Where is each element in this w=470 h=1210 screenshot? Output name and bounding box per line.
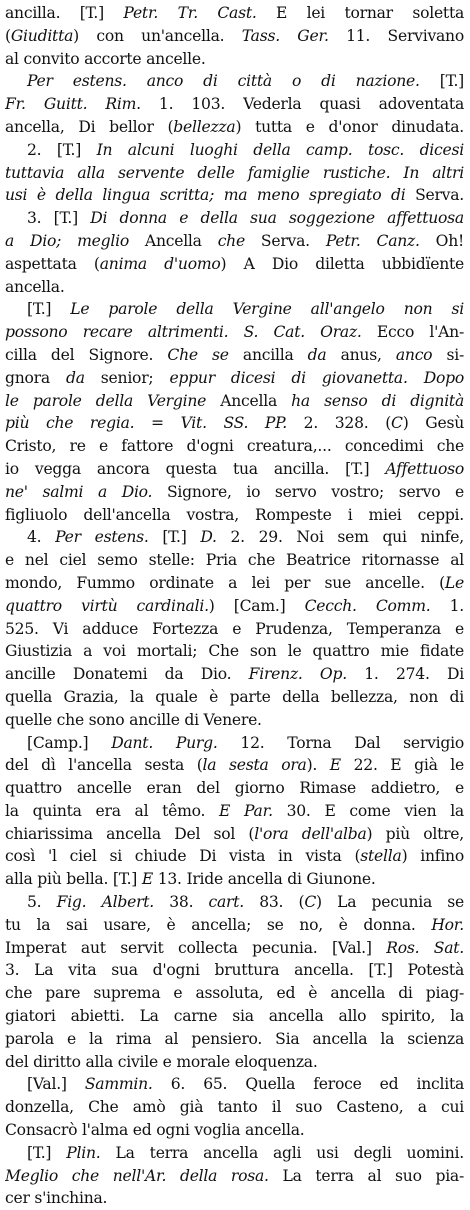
text-span: la quinta era al têmo. (5, 801, 220, 820)
italic-text-span: Sammin. (84, 1075, 153, 1094)
italic-text-span: l'ora dell'alba (254, 824, 367, 843)
italic-text-span: Plin. (66, 1143, 101, 1162)
text-span: [T.] (27, 1143, 67, 1162)
text-span: ) [Cam.] (208, 596, 305, 615)
italic-text-span: Firenz. Op. (248, 665, 347, 684)
italic-text-span: ne' salmi a Dio. (5, 482, 153, 501)
text-span: mondo, Fummo ordinate a lei per sue ancelle. ( (5, 573, 445, 592)
italic-text-span: la sesta ora (202, 756, 307, 775)
text-span: Signore, io servo vostro; servo e (152, 482, 464, 501)
text-line (5, 435, 464, 458)
text-span: 3. La vita sua d'ogni bruttura ancella. [T.] Potestà (5, 961, 464, 980)
text-span: che pare suprema e assoluta, ed è ancella di piag- (5, 984, 464, 1003)
italic-text-span: ha senso di dignità (291, 391, 464, 410)
text-span: 6. 65. Quella feroce ed inclita (152, 1075, 464, 1094)
text-span: Ecco l'An- (361, 323, 464, 342)
text-line (5, 1096, 464, 1119)
italic-text-span: Per estens. anco di città o di nazione. (27, 72, 420, 91)
text-span: 2. [T.] (27, 140, 97, 159)
text-span: ancella. (5, 277, 65, 296)
text-line (5, 207, 464, 230)
text-line (5, 1187, 464, 1210)
text-span: io vegga ancora questa tua ancilla. [T.] (5, 459, 386, 478)
text-span: 5. (27, 893, 57, 912)
text-span: [T.] (148, 528, 201, 547)
text-line (5, 1165, 464, 1188)
italic-text-span: Meglio che nell'Ar. della rosa. (5, 1166, 269, 1185)
text-span: figliuolo dell'ancella vostra, Rompeste i miei ceppi. (5, 505, 464, 524)
text-line (5, 276, 464, 299)
text-line (5, 914, 464, 937)
text-line (5, 367, 464, 390)
text-line (5, 777, 464, 800)
text-line (5, 686, 464, 709)
text-span: Serva. (244, 231, 326, 250)
text-line (5, 25, 464, 48)
italic-text-span: Cecch. Comm. (304, 596, 431, 615)
text-line (5, 253, 464, 276)
text-line (5, 868, 464, 891)
italic-text-span: da (65, 368, 85, 387)
italic-text-span: le parole della Vergine (5, 391, 207, 410)
italic-text-span: Le (444, 573, 464, 592)
italic-text-span: Fr. Guitt. Rim. (5, 95, 141, 114)
italic-text-span: Dant. Purg. (111, 733, 218, 752)
text-line (5, 982, 464, 1005)
text-span: 1. 103. Vederla quasi adoventata (140, 95, 464, 114)
text-line (5, 70, 464, 93)
italic-text-span: quattro virtù cardinali. (5, 596, 209, 615)
italic-text-span: più che regia. = Vit. SS. PP. (5, 414, 287, 433)
italic-text-span: Tass. Ger. (241, 26, 329, 45)
text-span: ( (5, 26, 11, 45)
text-span: ) A Dio diletta ubbidïente (220, 254, 464, 273)
text-span: aspettata ( (5, 254, 100, 273)
text-span: al convito accorte ancelle. (5, 49, 206, 68)
italic-text-span: E (141, 870, 153, 889)
text-line (5, 458, 464, 481)
text-span: quattro ancelle eran del giorno Rimase addietro, e (5, 779, 464, 798)
text-line (5, 845, 464, 868)
text-line (5, 344, 464, 367)
text-line (5, 230, 464, 253)
text-span: 22. E già le (340, 756, 464, 775)
italic-text-span: a Dio; meglio (5, 231, 129, 250)
text-line (5, 298, 464, 321)
text-span: ancille Donatemi da Dio. (5, 665, 249, 684)
text-span: 525. Vi adduce Fortezza e Prudenza, Temperanza e (5, 619, 464, 638)
italic-text-span: usi è della lingua scritta; ma meno spregiato di (5, 186, 406, 205)
text-line (5, 891, 464, 914)
text-span: Serva. (405, 186, 464, 205)
text-span: ) più oltre, (366, 824, 464, 843)
text-line (5, 800, 464, 823)
text-line (5, 504, 464, 527)
text-line (5, 162, 464, 185)
text-line (5, 732, 464, 755)
text-span: 38. (154, 893, 209, 912)
italic-text-span: Petr. Tr. Cast. (123, 4, 257, 22)
text-span: [T.] (27, 300, 71, 319)
text-span: E lei tornar soletta (256, 4, 464, 22)
text-span: 4. (27, 528, 56, 547)
text-span: 2. 328. ( (286, 414, 392, 433)
text-span: quella Grazia, la quale è parte della bellezza, non di (5, 687, 464, 706)
text-line (5, 412, 464, 435)
text-span: Consacrò l'alma ed ogni voglia ancella. (5, 1121, 305, 1140)
italic-text-span: bellezza (173, 117, 236, 136)
text-span: donzella, Che amò già tanto il suo Casteno, a cui (5, 1098, 464, 1117)
text-span: ) con un'ancella. (73, 26, 242, 45)
text-span: ). (306, 756, 330, 775)
text-span: 3. [T.] (27, 209, 91, 228)
text-span: ancella, Di bellor ( (5, 117, 174, 136)
text-span: ) tutta e d'onor dinudata. (235, 117, 464, 136)
italic-text-span: Ros. Sat. (386, 938, 464, 957)
text-span: del dì l'ancella sesta ( (5, 756, 203, 775)
italic-text-span: anco (395, 345, 433, 364)
text-span: ancilla (228, 345, 308, 364)
text-line (5, 1142, 464, 1165)
text-span: 11. Servivano (328, 26, 464, 45)
text-line (5, 640, 464, 663)
text-span: 1. (430, 596, 464, 615)
text-line (5, 595, 464, 618)
italic-text-span: che (217, 231, 245, 250)
text-span: chiarissima ancella Del sol ( (5, 824, 255, 843)
text-line (5, 1005, 464, 1028)
text-span: senior; (84, 368, 170, 387)
text-line (5, 139, 464, 162)
text-line (5, 1073, 464, 1096)
text-span: ) Gesù (402, 414, 464, 433)
text-span: alla più bella. [T.] (5, 870, 142, 889)
text-span: cer s'inchina. (5, 1189, 108, 1208)
text-span: 12. Torna Dal servigio (217, 733, 464, 752)
italic-text-span: C (391, 414, 403, 433)
text-span: La terra ancella agli usi degli uomini. (100, 1143, 464, 1162)
text-span: tu la sai usare, è ancella; se no, è donna. (5, 915, 432, 934)
text-span: Ancella (128, 231, 218, 250)
text-line (5, 572, 464, 595)
text-span: anus, (326, 345, 396, 364)
text-span: giatori abietti. La carne sia ancella allo spirito, la (5, 1007, 464, 1026)
text-span: 1. 274. Di (346, 665, 464, 684)
italic-text-span: E Par. (219, 801, 273, 820)
text-line (5, 823, 464, 846)
text-line (5, 1119, 464, 1142)
text-span: [T.] (419, 72, 464, 91)
text-line (5, 2, 464, 25)
text-span: ) La pecunia se (316, 893, 464, 912)
text-line (5, 526, 464, 549)
italic-text-span: Le parole della Vergine all'angelo non si (70, 300, 464, 319)
italic-text-span: stella (360, 847, 402, 866)
text-line (5, 321, 464, 344)
italic-text-span: possono recare altrimenti. S. Cat. Oraz. (5, 323, 362, 342)
italic-text-span: E (329, 756, 341, 775)
text-span: Oh! (419, 231, 464, 250)
italic-text-span: Petr. Canz. (325, 231, 420, 250)
text-span: ancilla. [T.] (5, 4, 124, 22)
text-line (5, 390, 464, 413)
text-span: parola e la rima al pensiero. Sia ancella la scienza (5, 1029, 464, 1048)
italic-text-span: Affettuoso (385, 459, 464, 478)
text-line (5, 48, 464, 71)
text-line (5, 549, 464, 572)
italic-text-span: Giuditta (10, 26, 74, 45)
text-line (5, 754, 464, 777)
text-line (5, 709, 464, 732)
text-line (5, 1028, 464, 1051)
text-span: Ancella (206, 391, 292, 410)
text-span: e nel ciel semo stelle: Pria che Beatrice ritornasse al (5, 551, 464, 570)
text-line (5, 663, 464, 686)
italic-text-span: Che se (167, 345, 229, 364)
italic-text-span: cart. (208, 893, 244, 912)
text-line (5, 481, 464, 504)
text-line (5, 116, 464, 139)
dictionary-entry-column (5, 2, 464, 1210)
italic-text-span: Di donna e della sua soggezione affettuosa (90, 209, 464, 228)
text-span: si- (432, 345, 464, 364)
italic-text-span: D. (200, 528, 217, 547)
text-span: Imperat aut servit collecta pecunia. [Val.] (5, 938, 387, 957)
italic-text-span: In alcuni luoghi della camp. tosc. dicesi (96, 140, 464, 159)
text-span: [Camp.] (27, 733, 112, 752)
italic-text-span: tuttavia alla servente delle famiglie rustiche. In altri (5, 163, 464, 182)
italic-text-span: anima d'uomo (99, 254, 221, 273)
text-span: quelle che sono ancille di Venere. (5, 710, 262, 729)
text-span: La terra al suo pia- (268, 1166, 464, 1185)
italic-text-span: Fig. Albert. (56, 893, 154, 912)
italic-text-span: C (304, 893, 317, 912)
text-span: 13. Iride ancella di Giunone. (152, 870, 376, 889)
text-span: 30. E come vien la (272, 801, 464, 820)
italic-text-span: da (307, 345, 327, 364)
text-span: [Val.] (27, 1075, 85, 1094)
text-span: ) infino (401, 847, 464, 866)
text-span: gnora (5, 368, 66, 387)
text-line (5, 618, 464, 641)
text-span: 2. 29. Noi sem qui ninfe, (216, 528, 464, 547)
italic-text-span: Hor. (431, 915, 464, 934)
text-span: cilla del Signore. (5, 345, 168, 364)
text-line (5, 959, 464, 982)
text-span: del diritto alla civile e morale eloquenza. (5, 1052, 318, 1071)
text-span: 83. ( (243, 893, 305, 912)
text-span: Giustizia a voi mortali; Che son le quattro mie fidate (5, 642, 464, 661)
italic-text-span: eppur dicesi di giovanetta. Dopo (169, 368, 464, 387)
text-line (5, 93, 464, 116)
text-line (5, 184, 464, 207)
text-line (5, 937, 464, 960)
text-line (5, 1051, 464, 1074)
text-span: così 'l ciel si chiude Di vista in vista ( (5, 847, 361, 866)
italic-text-span: Per estens. (55, 528, 149, 547)
text-span: Cristo, re e fattore d'ogni creatura,... concedimi che (5, 437, 464, 456)
